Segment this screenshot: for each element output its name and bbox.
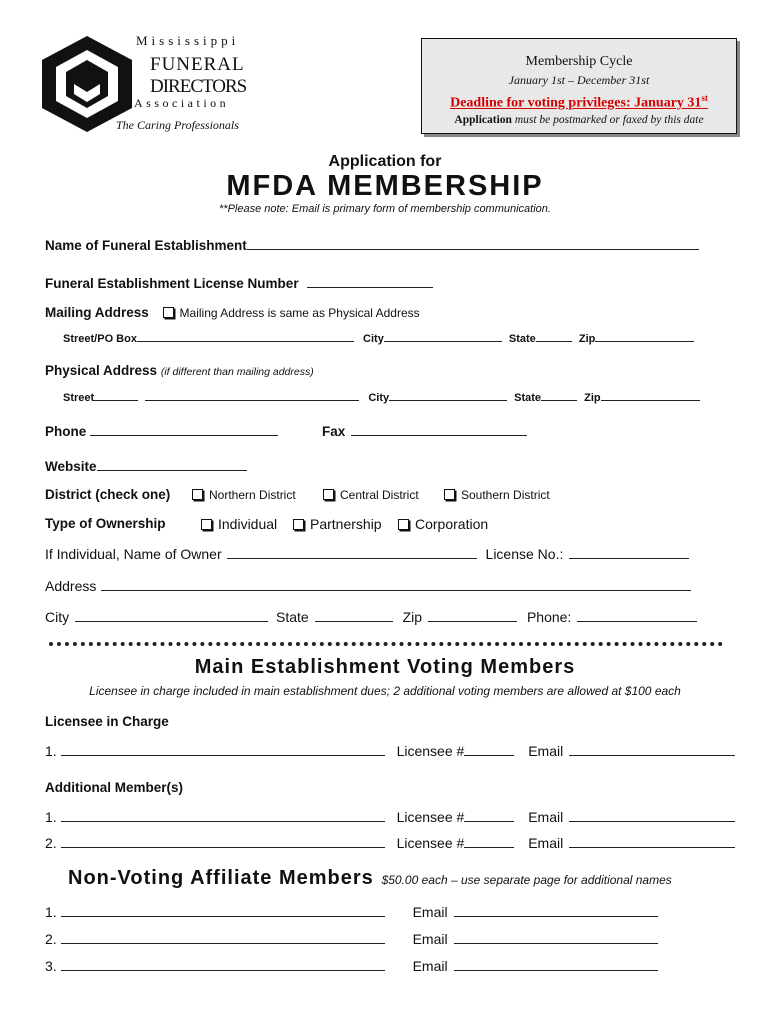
physical-zip-input[interactable] (601, 389, 700, 401)
additional-row-2-email-input[interactable] (569, 833, 735, 848)
individual-checkbox[interactable] (201, 519, 212, 530)
additional-row-2-number: 2. (45, 835, 57, 851)
licensee-row-license-input[interactable] (464, 741, 514, 756)
corporation-label: Corporation (415, 516, 489, 532)
affiliate-row-2-email-input[interactable] (454, 929, 658, 944)
street-po-label: Street/PO Box (63, 333, 137, 345)
ownership-row (45, 516, 489, 532)
license-number-row (45, 273, 433, 291)
phone-label: Phone (45, 424, 87, 439)
owner-row (45, 544, 689, 562)
licensee-row-number: 1. (45, 743, 57, 759)
additional-row-2-name-input[interactable] (61, 833, 385, 848)
establishment-row (45, 235, 699, 253)
mailing-zip-label: Zip (578, 333, 596, 345)
additional-row-1-email-input[interactable] (569, 807, 735, 822)
owner-city-row (45, 607, 697, 625)
affiliate-row-2-email-label: Email (412, 931, 448, 947)
partnership-checkbox[interactable] (293, 519, 304, 530)
cycle-note-bold: Application (454, 113, 512, 126)
deadline-text: Deadline for voting privileges: January 31 (450, 95, 702, 111)
mailing-city-label: City (363, 333, 384, 345)
license-number-input[interactable] (307, 273, 433, 288)
zip2-label: Zip (402, 609, 423, 625)
licensee-name-input[interactable] (61, 741, 385, 756)
physical-state-input[interactable] (541, 389, 577, 401)
ownership-label: Type of Ownership (45, 516, 166, 531)
physical-city-input[interactable] (389, 389, 507, 401)
physical-address-line (63, 389, 700, 404)
license-number-label: Funeral Establishment License Number (45, 276, 299, 291)
membership-cycle-box (421, 38, 737, 134)
city2-input[interactable] (75, 607, 268, 622)
licensee-in-charge-label: Licensee in Charge (45, 714, 169, 729)
physical-label: Physical Address (45, 363, 158, 378)
affiliate-row-1-email-input[interactable] (454, 902, 658, 917)
affiliate-row-3-number: 3. (45, 958, 57, 974)
licensee-row-email-input[interactable] (569, 741, 735, 756)
physical-state-label: State (514, 392, 542, 404)
mailing-same-checkbox[interactable] (163, 307, 174, 318)
mailing-row (45, 305, 420, 320)
website-input[interactable] (97, 456, 247, 471)
license-no-label: License No.: (485, 546, 564, 562)
physical-street-num-input[interactable] (94, 389, 138, 401)
additional-row-1-license-input[interactable] (464, 807, 514, 822)
cycle-note (422, 114, 736, 126)
mailing-state-label: State (508, 333, 536, 345)
corporation-checkbox[interactable] (398, 519, 409, 530)
mailing-address-line (63, 330, 694, 345)
address-input[interactable] (101, 576, 691, 591)
additional-member-row-1 (45, 807, 735, 825)
phone-input[interactable] (90, 421, 278, 436)
northern-checkbox[interactable] (192, 489, 203, 500)
district-northern[interactable] (192, 488, 296, 502)
page-title: MFDA MEMBERSHIP (226, 170, 544, 202)
phone2-input[interactable] (577, 607, 697, 622)
affiliate-row-1-number: 1. (45, 904, 57, 920)
physical-note: (if different than mailing address) (160, 366, 314, 378)
additional-members-label: Additional Member(s) (45, 780, 184, 795)
physical-street-input[interactable] (145, 389, 359, 401)
southern-label: Southern District (461, 488, 550, 502)
state2-input[interactable] (315, 607, 393, 622)
mailing-label: Mailing Address (45, 305, 149, 320)
additional-row-1-email-label: Email (528, 809, 564, 825)
cycle-dates: January 1st – December 31st (508, 73, 650, 87)
physical-street-label: Street (63, 392, 95, 404)
district-central[interactable] (323, 488, 419, 502)
licensee-row-email-label: Email (528, 743, 564, 759)
affiliate-row-1-email-label: Email (412, 904, 448, 920)
additional-member-row-2 (45, 833, 735, 851)
affiliate-row-3 (45, 956, 658, 974)
address-label: Address (45, 578, 97, 594)
affiliate-row-2-name-input[interactable] (61, 929, 385, 944)
affiliate-row-3-name-input[interactable] (61, 956, 385, 971)
physical-row (45, 363, 314, 378)
mailing-same-label: Mailing Address is same as Physical Address (179, 306, 420, 320)
fax-label: Fax (322, 424, 346, 439)
ownership-partnership[interactable] (293, 516, 382, 532)
physical-zip-label: Zip (584, 392, 601, 404)
affiliate-heading-row (68, 867, 672, 890)
affiliate-row-3-email-label: Email (412, 958, 448, 974)
phone2-label: Phone: (526, 609, 572, 625)
mailing-state-input[interactable] (536, 330, 572, 342)
cycle-deadline (422, 93, 736, 112)
logo-tagline: The Caring Professionals (116, 118, 239, 132)
phone-fax-row (45, 421, 527, 439)
affiliate-row-1-name-input[interactable] (61, 902, 385, 917)
additional-row-2-license-input[interactable] (464, 833, 514, 848)
cycle-note-rest: must be postmarked or faxed by this date (511, 113, 704, 126)
establishment-input[interactable] (247, 235, 699, 250)
southern-checkbox[interactable] (444, 489, 455, 500)
partnership-label: Partnership (310, 516, 382, 532)
affiliate-row-3-email-input[interactable] (454, 956, 658, 971)
fax-input[interactable] (351, 421, 527, 436)
additional-row-1-name-input[interactable] (61, 807, 385, 822)
website-row (45, 456, 247, 474)
district-label: District (check one) (45, 487, 171, 502)
central-label: Central District (340, 488, 419, 502)
ownership-corporation[interactable] (398, 516, 488, 532)
licensee-row-license-label: Licensee # (396, 743, 465, 759)
affiliate-heading: Non-Voting Affiliate Members (68, 867, 374, 889)
logo-directors-text: DIRECTORS (150, 76, 247, 97)
logo-association-text: Association (134, 96, 230, 110)
physical-city-label: City (368, 392, 390, 404)
mailing-city-input[interactable] (384, 330, 502, 342)
logo-state-text: Mississippi (136, 33, 240, 48)
section-divider (49, 642, 723, 646)
district-southern[interactable] (444, 488, 550, 502)
affiliate-row-2-number: 2. (45, 931, 57, 947)
affiliate-row-2 (45, 929, 658, 947)
owner-name-label: If Individual, Name of Owner (45, 546, 222, 562)
additional-row-2-license-label: Licensee # (396, 835, 465, 851)
zip2-input[interactable] (428, 607, 517, 622)
establishment-label: Name of Funeral Establishment (45, 238, 247, 253)
voting-members-note: Licensee in charge included in main establishment dues; 2 additional voting members are allowed at $100 each (89, 684, 681, 698)
website-label: Website (45, 459, 97, 474)
licensee-row (45, 741, 735, 759)
street-po-input[interactable] (137, 330, 354, 342)
affiliate-note: $50.00 each – use separate page for additional names (381, 873, 672, 887)
district-row (45, 487, 550, 502)
mailing-zip-input[interactable] (595, 330, 694, 342)
email-note: **Please note: Email is primary form of membership communication. (219, 203, 551, 215)
northern-label: Northern District (209, 488, 296, 502)
state2-label: State (276, 609, 309, 625)
owner-address-row (45, 576, 691, 594)
city2-label: City (45, 609, 70, 625)
application-for-label: Application for (328, 153, 442, 170)
voting-members-heading: Main Establishment Voting Members (194, 656, 576, 678)
additional-row-1-license-label: Licensee # (396, 809, 465, 825)
ownership-individual[interactable] (201, 516, 277, 532)
affiliate-row-1 (45, 902, 658, 920)
individual-label: Individual (218, 516, 278, 532)
owner-name-input[interactable] (227, 544, 477, 559)
deadline-sup: st (701, 93, 708, 103)
additional-row-1-number: 1. (45, 809, 57, 825)
logo-funeral-text: FUNERAL (150, 54, 245, 75)
license-no-input[interactable] (569, 544, 689, 559)
central-checkbox[interactable] (323, 489, 334, 500)
additional-row-2-email-label: Email (528, 835, 564, 851)
cycle-title: Membership Cycle (525, 54, 633, 69)
